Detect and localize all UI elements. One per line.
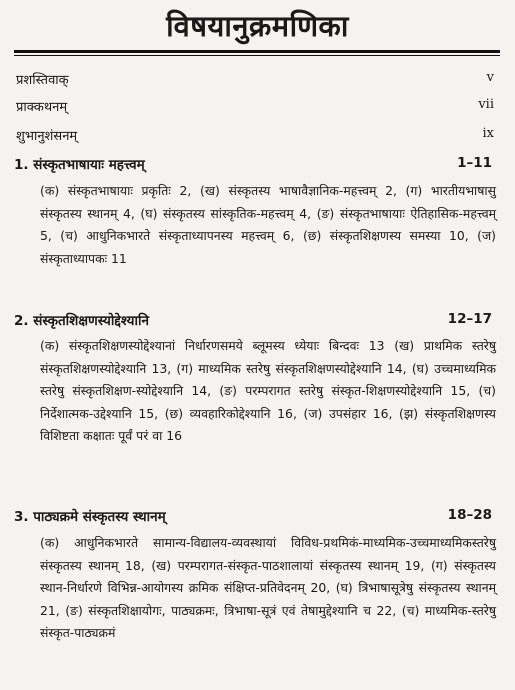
chapter-pages: 1–11 xyxy=(457,155,492,171)
entry-page: v xyxy=(486,70,494,85)
front-matter-entry xyxy=(16,126,498,144)
chapter-heading xyxy=(14,155,500,173)
chapter-title: 2. संस्कृतशिक्षणस्योद्देश्यानि xyxy=(14,313,149,329)
chapter-heading xyxy=(14,311,500,329)
chapter-title: 1. संस्कृतभाषायाः महत्त्वम् xyxy=(14,157,145,173)
chapter-heading xyxy=(14,507,500,525)
chapter-contents: (क) संस्कृतशिक्षणस्योद्देश्यानां निर्धारणसमये ब्लूमस्य ध्येयाः बिन्दवः 13 (ख) प्राथमिक स्तरेषु संस्कृतशिक्षणस्योद्देश्यानि 13, (ग) माध्यमिक स्तरेषु संस्कृतशिक्षणस्योद्देश्यानि 14, (घ) उच्चमाध्यमिक स्तरेषु संस्कृतशिक्षण-स्योद्देश्यानि 14, (ङ) परम्परागत स्तरेषु संस्कृत-शिक्षणस्योद्देश्यानि 15, (च) निर्देशात्मक-उद्देश्यानि 15, (छ) व्यवहारिकोद्देश्यानि 16, (ज) उपसंहार 16, (झ) संस्कृतशिक्षणस्य विशिष्टता कक्षातः पूर्वं परं वा 16 xyxy=(40,338,496,443)
page-title: विषयानुक्रमणिका xyxy=(166,9,349,43)
title-rule-thin xyxy=(14,55,500,56)
chapter-contents: (क) आधुनिकभारते सामान्य-विद्यालय-व्यवस्थायां विविध-प्रथमिकं-माध्यमिक-उच्चमाध्यमिकस्तरेषु संस्कृतस्य स्थानम् 18, (ख) परम्परागत-संस्कृत-पाठशालायां संस्कृतस्य स्थानम् 19, (ग) संस्कृतस्य स्थान-निर्धारणे विभिन्न-आयोगस्य क्रमिक संक्षिप्त-प्रतिवेदनम् 20, (घ) त्रिभाषासूत्रेषु संस्कृतस्य स्थानम् 21, (ङ) संस्कृतशिक्षायोगः, पाठ्यक्रमः, त्रिभाषा-सूत्रं एवं तेषामुद्देश्यानि च 22, (च) माध्यमिक-स्तरेषु संस्कृत-पाठ्यक्रमं xyxy=(40,535,496,640)
entry-page: vii xyxy=(478,97,494,112)
title-rule-thick xyxy=(14,50,500,53)
entry-label: शुभानुशंसनम् xyxy=(16,129,78,144)
front-matter-entry xyxy=(16,97,498,115)
chapter-title: 3. पाठ्यक्रमे संस्कृतस्य स्थानम् xyxy=(14,509,166,525)
entry-page: ix xyxy=(482,126,494,141)
front-matter-entry xyxy=(16,70,498,88)
entry-label: प्रशस्तिवाक् xyxy=(16,73,69,88)
entry-label: प्राक्कथनम् xyxy=(16,100,68,115)
chapter-contents: (क) संस्कृतभाषायाः प्रकृतिः 2, (ख) संस्कृतस्य भाषावैज्ञानिक-महत्त्वम् 2, (ग) भारतीयभाषासु संस्कृतस्य स्थानम् 4, (घ) संस्कृतस्य सांस्कृतिक-महत्त्वम् 4, (ङ) संस्कृतभाषायाः ऐतिहासिक-महत्त्वम् 5, (च) आधुनिकभारते संस्कृताध्यापनस्य महत्त्वम् 6, (छ) संस्कृतशिक्षणस्य समस्या 10, (ज) संस्कृताध्यापकः 11 xyxy=(40,183,496,266)
chapter-pages: 12–17 xyxy=(447,311,492,327)
chapter-pages: 18–28 xyxy=(447,507,492,523)
